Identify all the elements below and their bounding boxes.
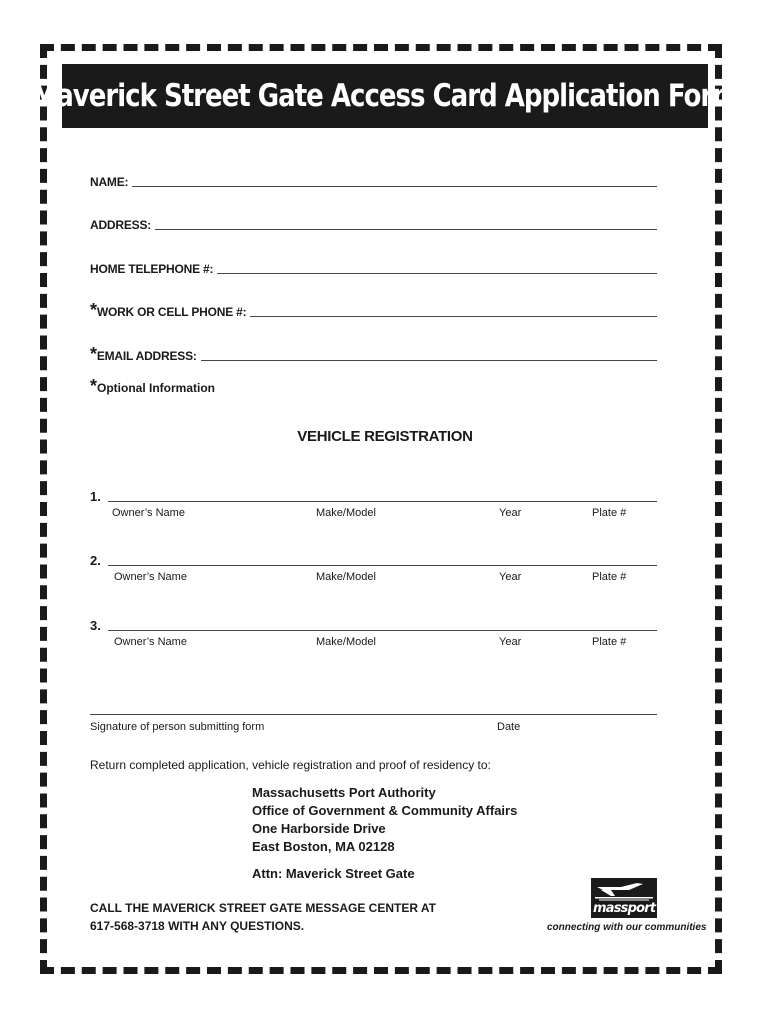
email-field[interactable] xyxy=(90,344,657,364)
plate-caption: Plate # xyxy=(592,636,627,648)
vehicle-input-line[interactable] xyxy=(108,501,657,502)
home-telephone-field[interactable] xyxy=(90,262,657,276)
address-field[interactable] xyxy=(90,218,657,232)
work-phone-field[interactable] xyxy=(90,300,657,320)
owner-name-caption: Owner’s Name xyxy=(112,507,185,519)
phone-number-line: 617-568-3718 WITH ANY QUESTIONS. xyxy=(90,919,305,933)
optional-asterisk: * xyxy=(90,300,97,320)
logo-wordmark: massport xyxy=(593,901,656,916)
year-caption: Year xyxy=(499,636,522,648)
address-line: One Harborside Drive xyxy=(252,821,386,836)
make-model-caption: Make/Model xyxy=(316,507,376,519)
plate-caption: Plate # xyxy=(592,507,627,519)
owner-name-caption: Owner’s Name xyxy=(114,571,187,583)
make-model-caption: Make/Model xyxy=(316,636,376,648)
name-input-line[interactable] xyxy=(132,185,657,187)
work-phone-label: *WORK OR CELL PHONE #: xyxy=(90,300,247,320)
attention-line: Attn: Maverick Street Gate xyxy=(252,866,415,881)
vehicle-row-number: 1. xyxy=(90,489,101,504)
title-banner xyxy=(31,64,739,128)
vehicle-registration-heading: VEHICLE REGISTRATION xyxy=(297,428,473,445)
vehicle-row-number: 3. xyxy=(90,618,101,633)
address-label: ADDRESS: xyxy=(90,218,152,232)
logo-tagline: connecting with our communities xyxy=(547,922,707,933)
home-telephone-input-line[interactable] xyxy=(217,272,657,274)
form-title: Maverick Street Gate Access Card Application Form xyxy=(31,78,739,114)
email-input-line[interactable] xyxy=(201,359,657,361)
address-line: East Boston, MA 02128 xyxy=(252,839,395,854)
call-center-notice: CALL THE MAVERICK STREET GATE MESSAGE CENTER AT 617-568-3718 WITH ANY QUESTIONS. xyxy=(90,901,437,933)
mailing-address xyxy=(252,784,517,856)
massport-logo xyxy=(591,878,657,918)
vehicle-input-line[interactable] xyxy=(108,630,657,631)
address-line: Massachusetts Port Authority xyxy=(252,785,436,800)
plate-caption: Plate # xyxy=(592,571,627,583)
optional-asterisk: * xyxy=(90,376,98,396)
optional-asterisk: * xyxy=(90,344,97,364)
address-input-line[interactable] xyxy=(155,228,657,230)
make-model-caption: Make/Model xyxy=(316,571,376,583)
home-telephone-label: HOME TELEPHONE #: xyxy=(90,262,214,276)
work-phone-input-line[interactable] xyxy=(250,315,657,317)
optional-note: *Optional Information xyxy=(90,376,216,396)
vehicle-row-number: 2. xyxy=(90,553,101,568)
address-line: Office of Government & Community Affairs xyxy=(252,803,518,818)
vehicle-input-line[interactable] xyxy=(108,565,657,566)
date-caption: Date xyxy=(497,721,521,733)
year-caption: Year xyxy=(499,571,522,583)
signature-caption: Signature of person submitting form xyxy=(90,721,265,733)
name-field[interactable] xyxy=(90,175,657,189)
return-instructions: Return completed application, vehicle registration and proof of residency to: xyxy=(90,758,491,772)
owner-name-caption: Owner’s Name xyxy=(114,636,187,648)
airplane-icon xyxy=(591,878,657,902)
email-label: *EMAIL ADDRESS: xyxy=(90,344,197,364)
name-label: NAME: xyxy=(90,175,129,189)
signature-input-line[interactable] xyxy=(90,714,657,715)
year-caption: Year xyxy=(499,507,522,519)
